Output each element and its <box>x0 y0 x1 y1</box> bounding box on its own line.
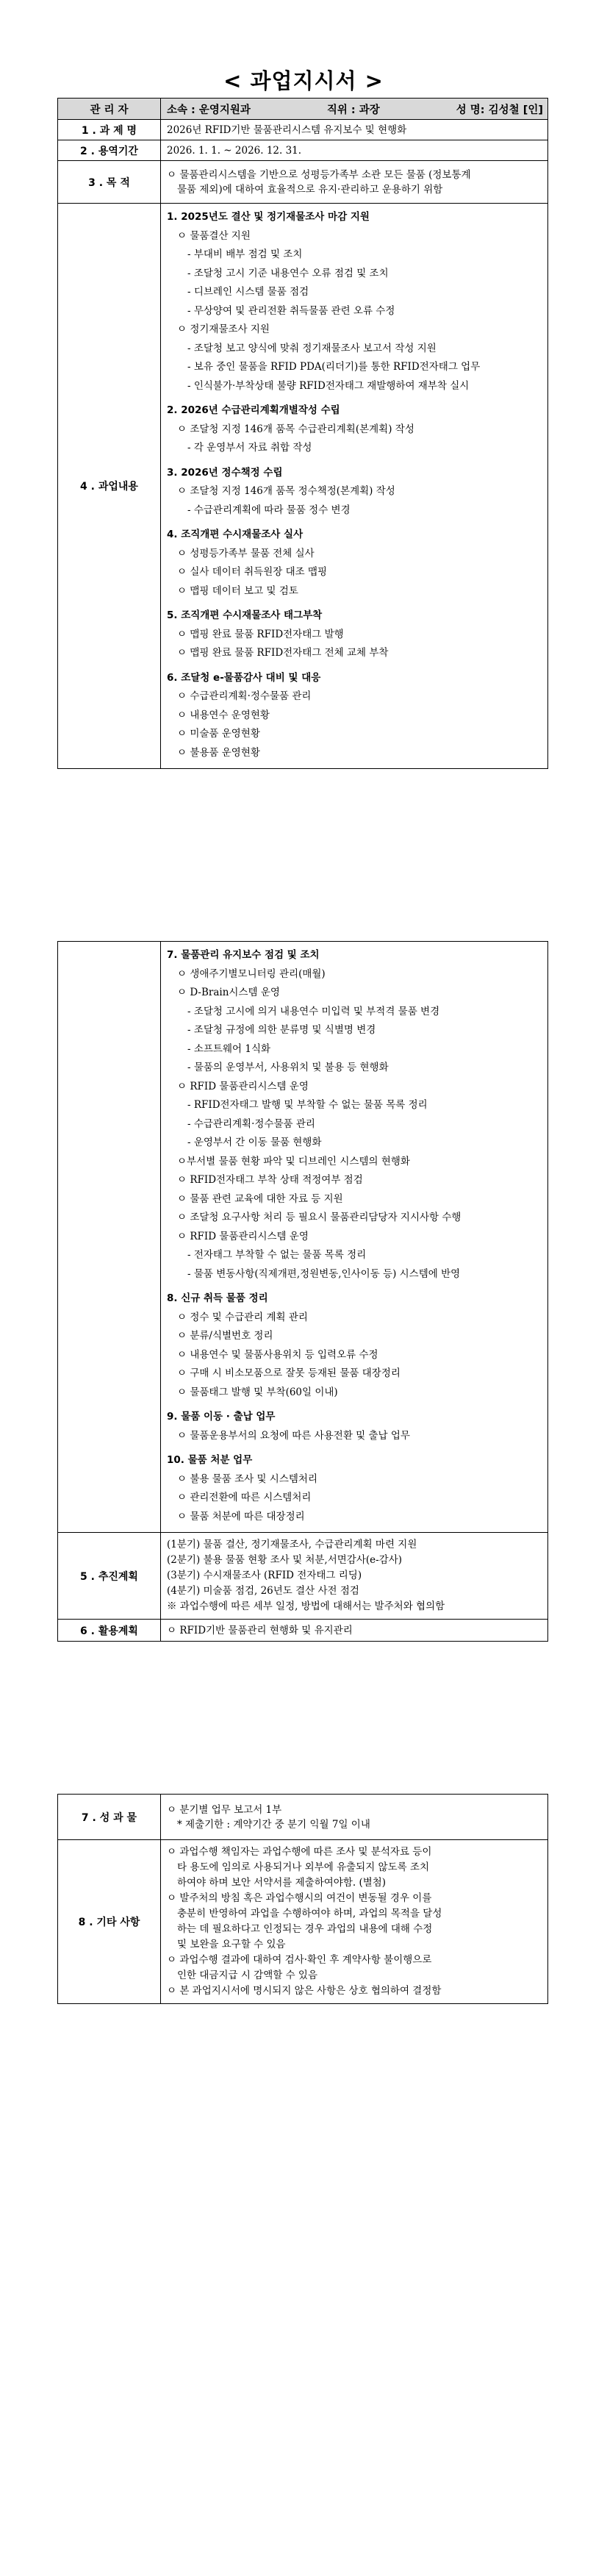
manager-dept: 소속 : 운영지원과 <box>167 104 251 116</box>
period-label: 2 . 용역기간 <box>58 140 161 161</box>
task-item: - 보유 중인 물품을 RFID PDA(리더기)를 통한 RFID전자태그 업무 <box>187 361 481 373</box>
task-section-heading: 8. 신규 취득 물품 정리 <box>167 1292 268 1304</box>
task-order-table-page-1 <box>57 98 548 769</box>
result-line: ㅇ 분기별 업무 보고서 1부 <box>167 1803 282 1816</box>
task-item: ㅇ 물품 관련 교육에 대한 자료 등 지원 <box>177 1192 343 1205</box>
manager-info <box>161 101 547 117</box>
task-item: - 조달청 고시 기준 내용연수 오류 점검 및 조치 <box>187 267 389 279</box>
task-item: ㅇ 맵핑 데이터 보고 및 검토 <box>177 584 298 597</box>
use-label: 6 . 활용계획 <box>58 1620 161 1642</box>
task-item: ㅇ 실사 데이터 취득원장 대조 맵핑 <box>177 566 328 578</box>
task-item: - 수급관리계획에 따라 물품 정수 변경 <box>187 504 351 516</box>
task-item: ㅇ 물품 처분에 따른 대장정리 <box>177 1510 305 1523</box>
task-item: ㅇ 조달청 지정 146개 품목 수급관리계획(본계획) 작성 <box>177 423 414 435</box>
period-row <box>58 140 548 161</box>
tasks-list-part-2 <box>167 946 542 1526</box>
task-section-heading: 4. 조직개편 수시재물조사 실사 <box>167 529 304 540</box>
task-item: ㅇ RFID 물품관리시스템 운영 <box>177 1080 309 1092</box>
plan-line: (1분기) 물품 결산, 정기재물조사, 수급관리계획 마련 지원 <box>167 1539 417 1550</box>
etc-line: 타 용도에 임의로 사용되거나 외부에 유출되지 않도록 조치 <box>177 1861 430 1873</box>
period-value: 2026. 1. 1. ~ 2026. 12. 31. <box>161 140 548 161</box>
purpose-label: 3 . 목 적 <box>58 161 161 204</box>
task-order-table-page-2 <box>57 941 548 1642</box>
task-item: ㅇ 조달청 요구사항 처리 등 필요시 물품관리담당자 지시사항 수행 <box>177 1212 461 1223</box>
purpose-line: ㅇ 물품관리시스템을 기반으로 성평등가족부 소관 모든 물품 (정보통계 <box>167 168 471 181</box>
task-item: - 조달청 보고 양식에 맞춰 정기재물조사 보고서 작성 지원 <box>187 342 437 354</box>
project-name-row <box>58 120 548 140</box>
etc-line: 및 보완을 요구할 수 있음 <box>177 1939 286 1950</box>
result-row <box>58 1795 548 1840</box>
task-section-heading: 2. 2026년 수급관리계획개별작성 수립 <box>167 404 340 416</box>
etc-line: 하는 데 필요하다고 인정되는 경우 과업의 내용에 대해 수정 <box>177 1923 433 1935</box>
task-item: ㅇ RFID 물품관리시스템 운영 <box>177 1230 309 1242</box>
task-section-heading: 1. 2025년도 결산 및 정기재물조사 마감 지원 <box>167 211 370 223</box>
task-item: ㅇ 내용연수 및 물품사용위치 등 입력오류 수정 <box>177 1348 378 1361</box>
etc-line: ㅇ 과업수행 결과에 대하여 검사·확인 후 계약사항 불이행으로 <box>167 1954 432 1966</box>
task-item: ㅇ RFID전자태그 부착 상태 적정여부 점검 <box>177 1174 363 1186</box>
etc-lines <box>167 1845 542 1999</box>
etc-line: ㅇ 본 과업지시서에 명시되지 않은 사항은 상호 협의하여 결정함 <box>167 1985 442 1997</box>
task-item: ㅇ 정수 및 수급관리 계획 관리 <box>177 1311 308 1323</box>
task-item: ㅇ 수급관리계획·정수물품 관리 <box>177 690 312 702</box>
etc-line: ㅇ 과업수행 책임자는 과업수행에 따른 조사 및 분석자료 등이 <box>167 1846 432 1858</box>
etc-line: 인한 대금지급 시 감액할 수 있음 <box>177 1969 317 1981</box>
task-item: - 디브레인 시스템 물품 점검 <box>187 286 309 298</box>
task-item: ㅇ 분류/식별번호 정리 <box>177 1330 273 1342</box>
task-item: ㅇ 맵핑 완료 물품 RFID전자태그 발행 <box>177 628 344 640</box>
task-item: - 소프트웨어 1식화 <box>187 1042 271 1055</box>
task-item: - 인식불가·부착상태 불량 RFID전자태그 재발행하여 재부착 실시 <box>187 379 470 392</box>
tasks-label: 4 . 과업내용 <box>58 204 161 769</box>
task-item: ㅇ D-Brain시스템 운영 <box>177 987 280 998</box>
task-item: ㅇ 내용연수 운영현황 <box>177 709 270 721</box>
plan-line: (3분기) 수시재물조사 (RFID 전자태그 리딩) <box>167 1570 362 1581</box>
task-item: - 무상양여 및 관리전환 취득물품 관련 오류 수정 <box>187 304 395 317</box>
task-item: ㅇ 불용품 운영현황 <box>177 746 260 759</box>
task-item: ㅇ 불용 물품 조사 및 시스템처리 <box>177 1473 317 1485</box>
etc-row <box>58 1840 548 2004</box>
manager-label: 관 리 자 <box>58 99 161 120</box>
plan-line: ※ 과업수행에 따른 세부 일정, 방법에 대해서는 발주처와 협의함 <box>167 1600 445 1612</box>
use-row <box>58 1620 548 1642</box>
task-item: ㅇ 맵핑 완료 물품 RFID전자태그 전체 교체 부착 <box>177 647 389 659</box>
task-section-heading: 9. 물품 이동 · 출납 업무 <box>167 1411 276 1423</box>
etc-line: 하여야 하며 보안 서약서를 제출하여야함. (별첨) <box>177 1877 387 1889</box>
task-item: - 수급관리계획·정수물품 관리 <box>187 1117 315 1130</box>
use-value: ㅇ RFID기반 물품관리 현행화 및 유지관리 <box>161 1620 548 1642</box>
task-section-heading: 7. 물품관리 유지보수 점검 및 조치 <box>167 949 320 961</box>
task-item: - 조달청 고시에 의거 내용연수 미입력 및 부적격 물품 변경 <box>187 1005 440 1017</box>
task-order-table-page-3 <box>57 1794 548 2004</box>
task-section-heading: 6. 조달청 e-물품감사 대비 및 대응 <box>167 671 321 684</box>
task-item: ㅇ 미술품 운영현황 <box>177 728 260 740</box>
task-item: - RFID전자태그 발행 및 부착할 수 없는 물품 목록 정리 <box>187 1099 428 1111</box>
plan-label: 5 . 추진계획 <box>58 1533 161 1620</box>
tasks-list-part-1 <box>167 208 542 762</box>
plan-row <box>58 1533 548 1620</box>
task-item: ㅇ 정기재물조사 지원 <box>177 323 270 335</box>
task-item: ㅇ 생애주기별모니터링 관리(매월) <box>177 967 326 980</box>
etc-line: 충분히 반영하여 과업을 수행하여야 하며, 과업의 목적을 달성 <box>177 1908 442 1920</box>
task-item: ㅇ 구매 시 비소모품으로 잘못 등재된 물품 대장정리 <box>177 1367 401 1379</box>
purpose-row <box>58 161 548 204</box>
plan-line: (2분기) 불용 물품 현황 조사 및 처분,서면감사(e-감사) <box>167 1554 403 1566</box>
manager-name: 성 명: 김성철 [인] <box>456 104 543 116</box>
purpose-value <box>161 161 548 204</box>
task-section-heading: 10. 물품 처분 업무 <box>167 1454 253 1466</box>
task-item: ㅇ부서별 물품 현황 파악 및 디브레인 시스템의 현행화 <box>177 1155 410 1167</box>
purpose-line: 물품 제외)에 대하여 효율적으로 유지·관리하고 운용하기 위함 <box>177 183 443 196</box>
task-item: - 부대비 배부 점검 및 조치 <box>187 248 303 260</box>
task-item: - 각 운영부서 자료 취합 작성 <box>187 442 312 454</box>
result-label: 7 . 성 과 물 <box>58 1795 161 1840</box>
tasks-row <box>58 204 548 769</box>
task-item: ㅇ 조달청 지정 146개 품목 정수책정(본계획) 작성 <box>177 485 395 497</box>
task-item: ㅇ 물품결산 지원 <box>177 229 251 242</box>
task-item: ㅇ 성평등가족부 물품 전체 실사 <box>177 547 315 559</box>
task-item: - 물품의 운영부서, 사용위치 및 불용 등 현행화 <box>187 1062 389 1073</box>
task-item: ㅇ 물품태그 발행 및 부착(60일 이내) <box>177 1386 338 1398</box>
task-item: - 조달청 규정에 의한 분류명 및 식별명 변경 <box>187 1024 376 1036</box>
plan-lines <box>167 1537 542 1614</box>
plan-line: (4분기) 미술품 점검, 26년도 결산 사전 점검 <box>167 1585 359 1597</box>
etc-line: ㅇ 발주처의 방침 혹은 과업수행시의 여건이 변동될 경우 이를 <box>167 1892 432 1904</box>
task-item: - 물품 변동사항(직제개편,정원변동,인사이동 등) 시스템에 반영 <box>187 1267 461 1280</box>
task-item: - 전자태그 부착할 수 없는 물품 목록 정리 <box>187 1249 367 1261</box>
task-section-heading: 3. 2026년 정수책정 수립 <box>167 466 283 479</box>
tasks-row-continued <box>58 942 548 1533</box>
project-name-value: 2026년 RFID기반 물품관리시스템 유지보수 및 현행화 <box>161 120 548 140</box>
task-item: ㅇ 물품운용부서의 요청에 따른 사용전환 및 출납 업무 <box>177 1429 410 1442</box>
task-item: ㅇ 관리전환에 따른 시스템처리 <box>177 1492 312 1503</box>
task-section-heading: 5. 조직개편 수시재물조사 태그부착 <box>167 609 323 621</box>
result-line: * 제출기한 : 계약기간 중 분기 익월 7일 이내 <box>177 1818 370 1831</box>
task-item: - 운영부서 간 이동 물품 현행화 <box>187 1137 322 1148</box>
manager-position: 직위 : 과장 <box>326 104 380 116</box>
document-title: < 과업지시서 > <box>223 68 384 93</box>
manager-row <box>58 99 548 120</box>
etc-label: 8 . 기타 사항 <box>58 1840 161 2004</box>
project-name-label: 1 . 과 제 명 <box>58 120 161 140</box>
